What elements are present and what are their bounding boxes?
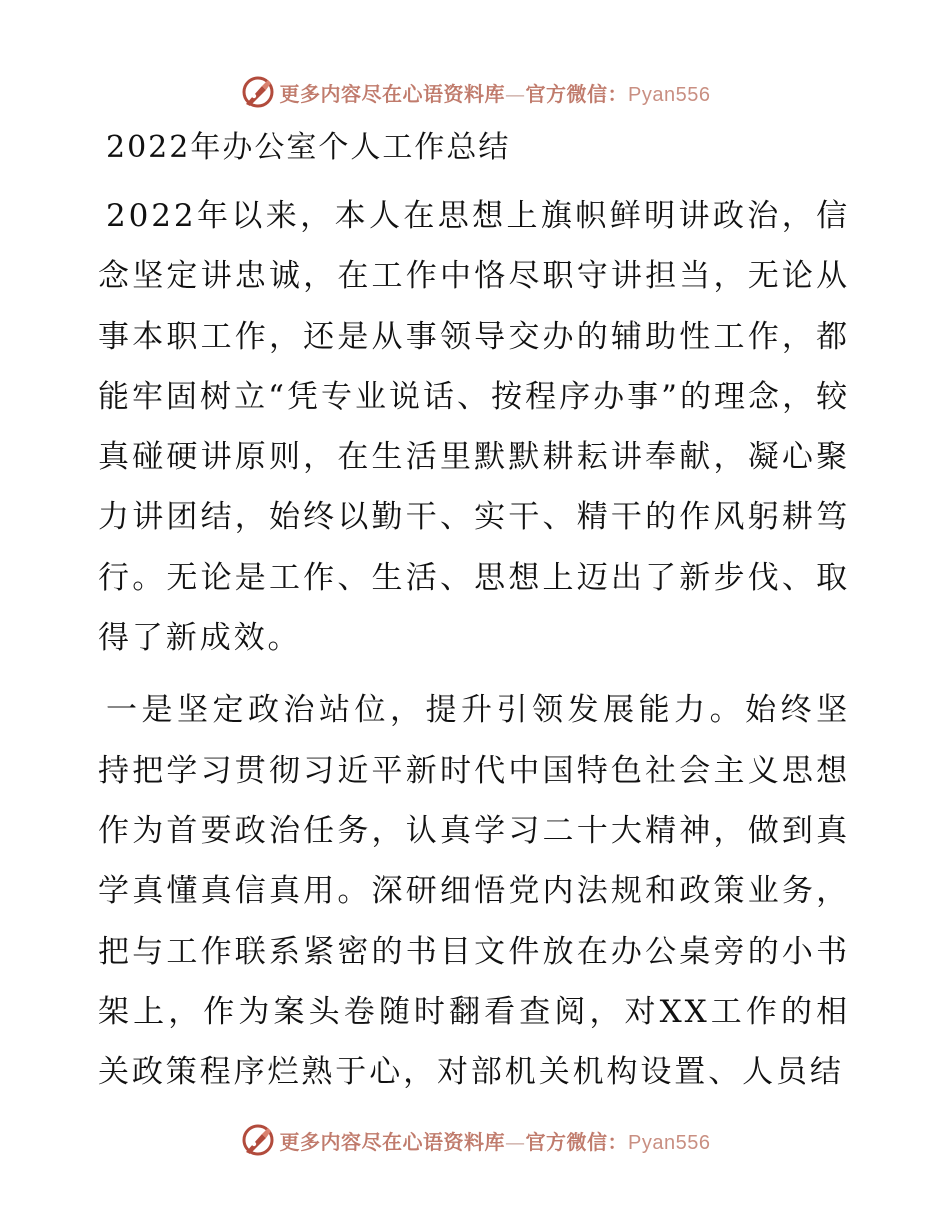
banner-text [280,78,711,107]
pen-logo-icon [240,74,276,110]
header-watermark-banner [0,72,950,112]
banner-wechat-label: 官方微信： [525,1129,629,1154]
banner-text [280,1126,711,1155]
banner-separator: — [505,81,526,106]
banner-library-text: 更多内容尽在心语资料库 [279,1129,506,1154]
document-body [98,122,850,1114]
paragraph-intro: 2022年以来，本人在思想上旗帜鲜明讲政治，信念坚定讲忠诚，在工作中恪尽职守讲担当，无论从事本职工作，还是从事领导交办的辅助性工作，都能牢固树立“凭专业说话、按程序办事”的理念，较真碰硬讲原则，在生活里默默耕耘讲奉献，凝心聚力讲团结，始终以勤干、实干、精干的作风躬耕笃行。无论是工作、生活、思想上迈出了新步伐、取得了新成效。 [98,198,850,657]
document-title: 2022年办公室个人工作总结 [106,130,511,165]
banner-library-text: 更多内容尽在心语资料库 [279,81,506,106]
footer-watermark-banner [0,1120,950,1160]
pen-logo-icon [240,1122,276,1158]
banner-separator: — [505,1129,526,1154]
banner-wechat-id: Pyan556 [628,83,711,106]
paragraph-section-one: 一是坚定政治站位，提升引领发展能力。始终坚持把学习贯彻习近平新时代中国特色社会主义思想作为首要政治任务，认真学习二十大精神，做到真学真懂真信真用。深研细悟党内法规和政策业务，把与工作联系紧密的书目文件放在办公桌旁的小书架上，作为案头卷随时翻看查阅，对XX工作的相关政策程序烂熟于心，对部机关机构设置、人员结 [98,692,850,1091]
banner-wechat-id: Pyan556 [628,1131,711,1154]
banner-wechat-label: 官方微信： [525,81,629,106]
